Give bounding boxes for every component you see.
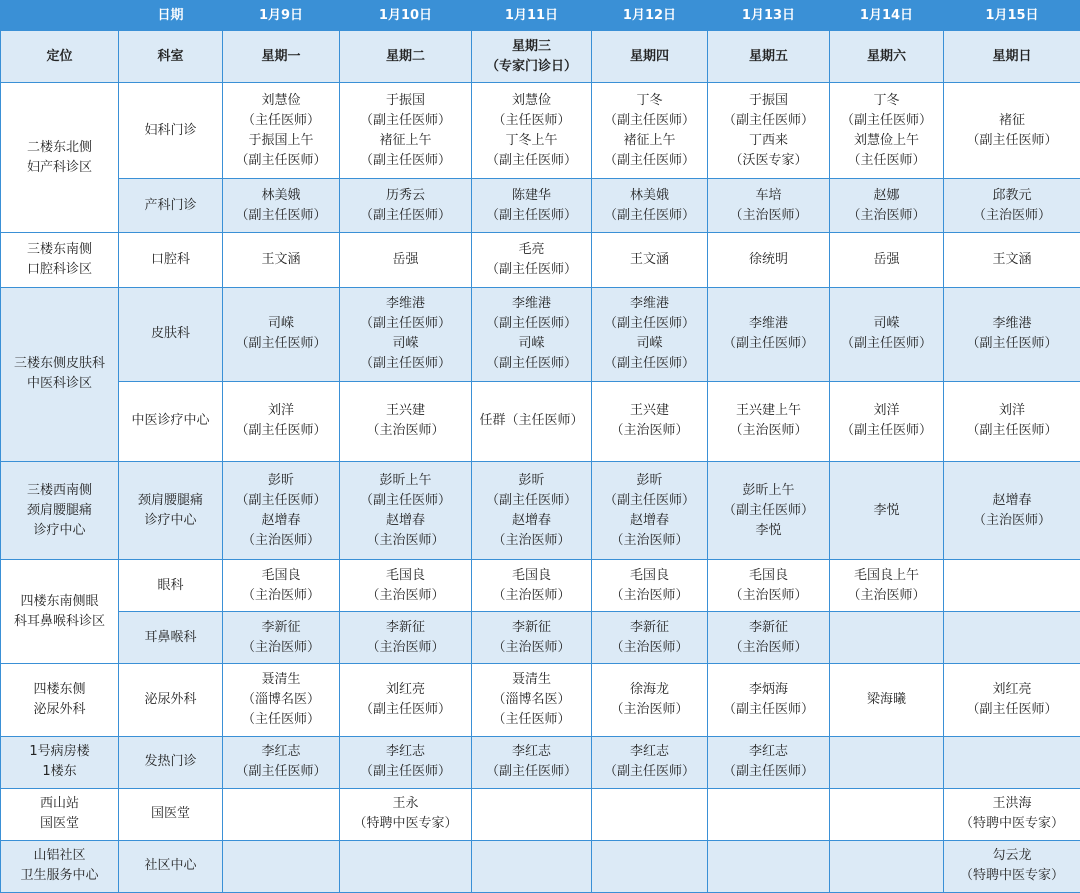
department-cell: 国医堂 <box>119 788 223 840</box>
schedule-cell: 李红志 （副主任医师） <box>592 736 708 788</box>
date-thu: 1月12日 <box>592 1 708 31</box>
schedule-cell: 林美娥 （副主任医师） <box>592 179 708 233</box>
schedule-cell: 李维港 （副主任医师） <box>708 287 830 381</box>
schedule-cell: 毛国良 （主治医师） <box>223 560 340 612</box>
schedule-cell: 徐统明 <box>708 233 830 287</box>
location-cell: 四楼东南侧眼 科耳鼻喉科诊区 <box>1 560 119 664</box>
schedule-cell: 毛亮 （副主任医师） <box>472 233 592 287</box>
date-wed: 1月11日 <box>472 1 592 31</box>
schedule-cell: 于振国 （副主任医师） 丁西来 （沃医专家） <box>708 83 830 179</box>
schedule-cell: 彭昕 （副主任医师） 赵增春 （主治医师） <box>592 461 708 559</box>
location-cell: 西山站 国医堂 <box>1 788 119 840</box>
schedule-cell: 刘洋 （副主任医师） <box>223 381 340 461</box>
location-cell: 二楼东北侧 妇产科诊区 <box>1 83 119 233</box>
schedule-cell: 毛国良 （主治医师） <box>708 560 830 612</box>
department-cell: 产科门诊 <box>119 179 223 233</box>
schedule-cell: 李炳海 （副主任医师） <box>708 664 830 736</box>
schedule-cell: 梁海曦 <box>830 664 944 736</box>
weekday-sun: 星期日 <box>944 31 1080 83</box>
schedule-cell: 彭昕 （副主任医师） 赵增春 （主治医师） <box>223 461 340 559</box>
table-row <box>1 461 1080 559</box>
schedule-cell <box>708 840 830 892</box>
schedule-cell: 司嵘 （副主任医师） <box>830 287 944 381</box>
table-row <box>1 233 1080 287</box>
date-fri: 1月13日 <box>708 1 830 31</box>
schedule-cell: 刘慧俭 （主任医师） 于振国上午 （副主任医师） <box>223 83 340 179</box>
schedule-cell: 司嵘 （副主任医师） <box>223 287 340 381</box>
location-cell: 三楼东侧皮肤科 中医科诊区 <box>1 287 119 461</box>
table-row <box>1 840 1080 892</box>
schedule-cell <box>944 612 1080 664</box>
schedule-cell: 李新征 （主治医师） <box>708 612 830 664</box>
schedule-cell: 陈建华 （副主任医师） <box>472 179 592 233</box>
schedule-cell: 李红志 （副主任医师） <box>472 736 592 788</box>
schedule-cell <box>340 840 472 892</box>
schedule-cell <box>223 840 340 892</box>
schedule-cell: 李维港 （副主任医师） 司嵘 （副主任医师） <box>340 287 472 381</box>
schedule-cell: 岳强 <box>340 233 472 287</box>
schedule-cell: 岳强 <box>830 233 944 287</box>
schedule-cell: 王文涵 <box>592 233 708 287</box>
department-cell: 妇科门诊 <box>119 83 223 179</box>
schedule-cell: 李维港 （副主任医师） 司嵘 （副主任医师） <box>472 287 592 381</box>
weekday-thu: 星期四 <box>592 31 708 83</box>
schedule-cell: 王兴建 （主治医师） <box>340 381 472 461</box>
schedule-cell: 李新征 （主治医师） <box>592 612 708 664</box>
location-cell: 三楼东南侧 口腔科诊区 <box>1 233 119 287</box>
schedule-cell: 丁冬 （副主任医师） 褚征上午 （副主任医师） <box>592 83 708 179</box>
location-cell: 三楼西南侧 颈肩腰腿痛 诊疗中心 <box>1 461 119 559</box>
date-sun: 1月15日 <box>944 1 1080 31</box>
table-row <box>1 612 1080 664</box>
schedule-cell <box>944 736 1080 788</box>
schedule-cell: 刘洋 （副主任医师） <box>944 381 1080 461</box>
weekday-sat: 星期六 <box>830 31 944 83</box>
location-cell: 山铝社区 卫生服务中心 <box>1 840 119 892</box>
department-cell: 皮肤科 <box>119 287 223 381</box>
schedule-cell: 王兴建 （主治医师） <box>592 381 708 461</box>
department-cell: 泌尿外科 <box>119 664 223 736</box>
schedule-cell <box>472 840 592 892</box>
schedule-cell: 丁冬 （副主任医师） 刘慧俭上午 （主任医师） <box>830 83 944 179</box>
schedule-cell: 赵娜 （主治医师） <box>830 179 944 233</box>
schedule-cell: 刘红亮 （副主任医师） <box>944 664 1080 736</box>
schedule-cell <box>592 840 708 892</box>
table-row <box>1 560 1080 612</box>
schedule-cell: 彭昕上午 （副主任医师） 李悦 <box>708 461 830 559</box>
schedule-cell: 聂清生 （淄博名医） （主任医师） <box>472 664 592 736</box>
date-mon: 1月9日 <box>223 1 340 31</box>
table-row <box>1 664 1080 736</box>
table-row <box>1 287 1080 381</box>
department-cell: 眼科 <box>119 560 223 612</box>
table-row <box>1 179 1080 233</box>
header-blank <box>1 1 119 31</box>
department-cell: 发热门诊 <box>119 736 223 788</box>
schedule-cell <box>592 788 708 840</box>
schedule-cell: 王文涵 <box>223 233 340 287</box>
schedule-cell: 毛国良 （主治医师） <box>592 560 708 612</box>
schedule-cell <box>223 788 340 840</box>
schedule-cell: 李红志 （副主任医师） <box>708 736 830 788</box>
schedule-cell <box>708 788 830 840</box>
schedule-cell: 勾云龙 （特聘中医专家） <box>944 840 1080 892</box>
schedule-cell: 彭昕上午 （副主任医师） 赵增春 （主治医师） <box>340 461 472 559</box>
schedule-cell: 徐海龙 （主治医师） <box>592 664 708 736</box>
department-cell: 中医诊疗中心 <box>119 381 223 461</box>
department-cell: 耳鼻喉科 <box>119 612 223 664</box>
schedule-cell: 车培 （主治医师） <box>708 179 830 233</box>
schedule-cell: 赵增春 （主治医师） <box>944 461 1080 559</box>
schedule-cell: 于振国 （副主任医师） 褚征上午 （副主任医师） <box>340 83 472 179</box>
schedule-cell: 邱教元 （主治医师） <box>944 179 1080 233</box>
schedule-cell: 毛国良 （主治医师） <box>340 560 472 612</box>
schedule-cell: 彭昕 （副主任医师） 赵增春 （主治医师） <box>472 461 592 559</box>
schedule-cell: 任群（主任医师） <box>472 381 592 461</box>
date-label: 日期 <box>119 1 223 31</box>
schedule-cell <box>830 736 944 788</box>
location-cell: 四楼东侧 泌尿外科 <box>1 664 119 736</box>
schedule-cell: 历秀云 （副主任医师） <box>340 179 472 233</box>
schedule-cell: 李维港 （副主任医师） <box>944 287 1080 381</box>
table-row <box>1 788 1080 840</box>
location-cell: 1号病房楼 1楼东 <box>1 736 119 788</box>
schedule-cell: 王文涵 <box>944 233 1080 287</box>
schedule-cell: 王洪海 （特聘中医专家） <box>944 788 1080 840</box>
schedule-cell: 毛国良 （主治医师） <box>472 560 592 612</box>
schedule-cell: 刘慧俭 （主任医师） 丁冬上午 （副主任医师） <box>472 83 592 179</box>
weekday-header-row <box>1 31 1080 83</box>
schedule-cell: 林美娥 （副主任医师） <box>223 179 340 233</box>
schedule-cell <box>830 788 944 840</box>
table-row <box>1 381 1080 461</box>
location-label: 定位 <box>1 31 119 83</box>
department-cell: 颈肩腰腿痛 诊疗中心 <box>119 461 223 559</box>
schedule-cell: 褚征 （副主任医师） <box>944 83 1080 179</box>
table-row <box>1 83 1080 179</box>
schedule-cell: 李维港 （副主任医师） 司嵘 （副主任医师） <box>592 287 708 381</box>
schedule-cell: 刘红亮 （副主任医师） <box>340 664 472 736</box>
schedule-cell: 毛国良上午 （主治医师） <box>830 560 944 612</box>
schedule-cell <box>830 840 944 892</box>
table-row <box>1 736 1080 788</box>
department-label: 科室 <box>119 31 223 83</box>
weekday-mon: 星期一 <box>223 31 340 83</box>
schedule-cell: 李红志 （副主任医师） <box>340 736 472 788</box>
schedule-cell: 李新征 （主治医师） <box>223 612 340 664</box>
department-cell: 社区中心 <box>119 840 223 892</box>
date-sat: 1月14日 <box>830 1 944 31</box>
schedule-cell: 李悦 <box>830 461 944 559</box>
schedule-cell <box>472 788 592 840</box>
schedule-cell: 聂清生 （淄博名医） （主任医师） <box>223 664 340 736</box>
schedule-cell: 王兴建上午 （主治医师） <box>708 381 830 461</box>
schedule-cell: 李红志 （副主任医师） <box>223 736 340 788</box>
schedule-cell: 李新征 （主治医师） <box>472 612 592 664</box>
weekday-fri: 星期五 <box>708 31 830 83</box>
date-tue: 1月10日 <box>340 1 472 31</box>
schedule-cell: 王永 （特聘中医专家） <box>340 788 472 840</box>
weekday-wed: 星期三 （专家门诊日） <box>472 31 592 83</box>
schedule-cell <box>830 612 944 664</box>
date-header-row <box>1 1 1080 31</box>
schedule-cell <box>944 560 1080 612</box>
schedule-cell: 刘洋 （副主任医师） <box>830 381 944 461</box>
weekday-tue: 星期二 <box>340 31 472 83</box>
schedule-cell: 李新征 （主治医师） <box>340 612 472 664</box>
department-cell: 口腔科 <box>119 233 223 287</box>
